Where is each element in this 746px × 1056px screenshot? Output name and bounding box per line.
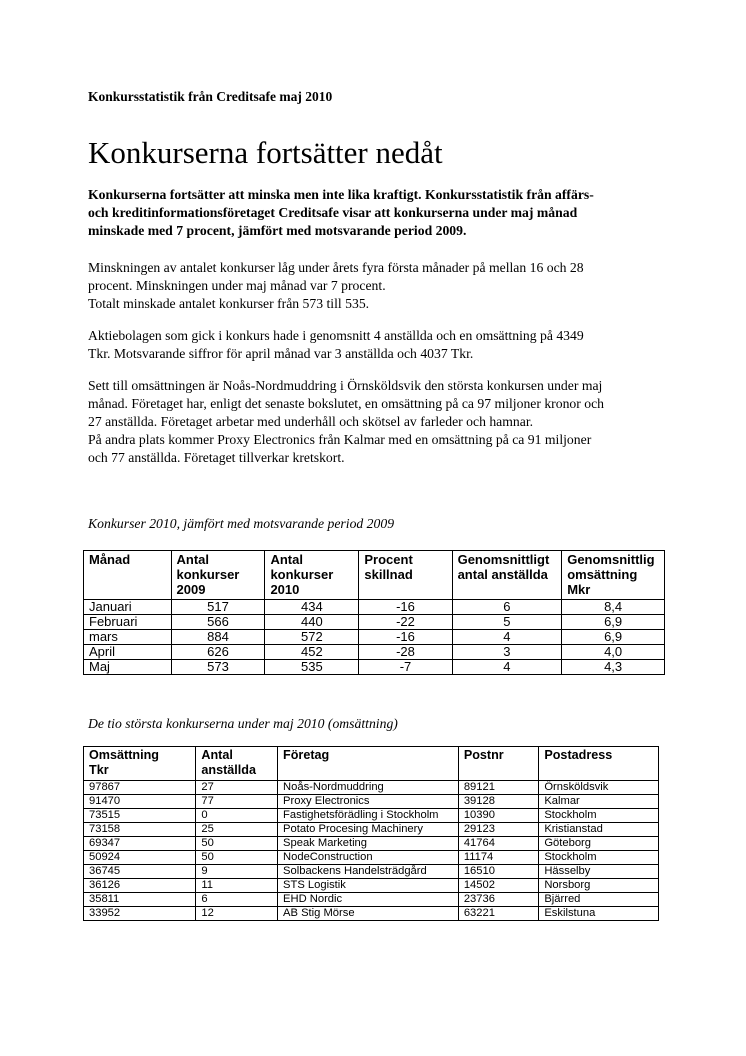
column-header-line: anställda — [201, 763, 256, 777]
table-cell: 50924 — [84, 851, 196, 865]
table-cell: Proxy Electronics — [278, 795, 459, 809]
table-cell: Hässelby — [539, 865, 659, 879]
table-row — [84, 645, 665, 660]
table-cell: 573 — [171, 660, 265, 675]
lead-line: Konkurserna fortsätter att minska men inte lika kraftigt. Konkursstatistik från affärs- — [88, 187, 594, 202]
column-header-line: Procent — [364, 552, 413, 567]
table-cell: 50 — [196, 851, 278, 865]
table-cell: 434 — [265, 600, 359, 615]
table-row — [84, 851, 659, 865]
table-cell: Februari — [84, 615, 172, 630]
lead-line: och kreditinformationsföretaget Creditsafe visar att konkurserna under maj månad — [88, 205, 578, 220]
table-cell: 6 — [196, 893, 278, 907]
table-cell: 6 — [452, 600, 562, 615]
column-header-line: Postnr — [463, 748, 504, 762]
table-cell: 73515 — [84, 809, 196, 823]
column-header-line: Omsättning — [89, 748, 159, 762]
table-cell: 36126 — [84, 879, 196, 893]
column-header-line: skillnad — [364, 567, 413, 582]
table-cell: -16 — [359, 600, 452, 615]
column-header — [196, 747, 278, 781]
table-row — [84, 879, 659, 893]
table-header-row — [84, 747, 659, 781]
page-title: Konkurserna fortsätter nedåt — [88, 135, 443, 170]
table-cell: Kalmar — [539, 795, 659, 809]
table-cell: 33952 — [84, 907, 196, 921]
column-header-line: 2010 — [270, 582, 300, 597]
table-header-row — [84, 551, 665, 600]
table-cell: 6,9 — [562, 630, 665, 645]
column-header-line: konkurser — [176, 567, 240, 582]
paragraph-line: månad. Företaget har, enligt det senaste bokslutet, en omsättning på ca 97 miljoner kronor och — [88, 396, 605, 411]
column-header-line: Tkr — [89, 763, 109, 777]
bankruptcy-monthly-table — [83, 550, 665, 675]
table-cell: Stockholm — [539, 809, 659, 823]
table-cell: 626 — [171, 645, 265, 660]
table-cell: Kristianstad — [539, 823, 659, 837]
table-cell: 0 — [196, 809, 278, 823]
table-cell: Bjärred — [539, 893, 659, 907]
table-cell: 8,4 — [562, 600, 665, 615]
table-cell: 16510 — [458, 865, 539, 879]
column-header — [278, 747, 459, 781]
table-cell: Fastighetsförädling i Stockholm — [278, 809, 459, 823]
table-cell: 440 — [265, 615, 359, 630]
table-cell: 14502 — [458, 879, 539, 893]
table-row — [84, 907, 659, 921]
table-cell: Örnsköldsvik — [539, 781, 659, 795]
table-cell: 10390 — [458, 809, 539, 823]
column-header-line: Månad — [89, 552, 131, 567]
column-header-line: antal anställda — [457, 567, 548, 582]
paragraph-line: Sett till omsättningen är Noås-Nordmuddring i Örnsköldsvik den största konkursen under maj — [88, 378, 603, 393]
table-cell: Solbackens Handelsträdgård — [278, 865, 459, 879]
table-cell: 23736 — [458, 893, 539, 907]
table-cell: 89121 — [458, 781, 539, 795]
table-cell: NodeConstruction — [278, 851, 459, 865]
table-cell: 535 — [265, 660, 359, 675]
column-header — [171, 551, 265, 600]
table-row — [84, 893, 659, 907]
table-cell: 566 — [171, 615, 265, 630]
table-row — [84, 795, 659, 809]
table-cell: Noås-Nordmuddring — [278, 781, 459, 795]
table-cell: 517 — [171, 600, 265, 615]
table-cell: STS Logistik — [278, 879, 459, 893]
column-header-line: Företag — [283, 748, 330, 762]
table-cell: 27 — [196, 781, 278, 795]
column-header-line: Postadress — [544, 748, 613, 762]
top-bankruptcies-table — [83, 746, 659, 921]
table-cell: Potato Procesing Machinery — [278, 823, 459, 837]
column-header-line: Genomsnittligt — [457, 552, 550, 567]
table-cell: mars — [84, 630, 172, 645]
table-row — [84, 630, 665, 645]
table-cell: 36745 — [84, 865, 196, 879]
table-cell: 11174 — [458, 851, 539, 865]
paragraph-line: Minskningen av antalet konkurser låg under årets fyra första månader på mellan 16 och 28 — [88, 260, 584, 275]
table-cell: -16 — [359, 630, 452, 645]
table-cell: 452 — [265, 645, 359, 660]
column-header — [265, 551, 359, 600]
table-cell: -22 — [359, 615, 452, 630]
column-header — [84, 551, 172, 600]
paragraph-line: Totalt minskade antalet konkurser från 573 till 535. — [88, 296, 370, 311]
column-header — [452, 551, 562, 600]
table-row — [84, 660, 665, 675]
paragraph-line: procent. Minskningen under maj månad var 7 procent. — [88, 278, 386, 293]
table-row — [84, 837, 659, 851]
table-cell: 35811 — [84, 893, 196, 907]
table-cell: Stockholm — [539, 851, 659, 865]
column-header-line: Antal — [270, 552, 303, 567]
table-cell: April — [84, 645, 172, 660]
table-cell: Maj — [84, 660, 172, 675]
column-header-line: konkurser — [270, 567, 334, 582]
table-cell: 25 — [196, 823, 278, 837]
table-cell: 6,9 — [562, 615, 665, 630]
column-header-line: 2009 — [176, 582, 206, 597]
kicker: Konkursstatistik från Creditsafe maj 2010 — [88, 89, 333, 104]
table-row — [84, 865, 659, 879]
paragraph-line: och 77 anställda. Företaget tillverkar kretskort. — [88, 450, 345, 465]
table-cell: 4 — [452, 630, 562, 645]
table-cell: 4 — [452, 660, 562, 675]
table-row — [84, 615, 665, 630]
table-cell: 39128 — [458, 795, 539, 809]
column-header — [562, 551, 665, 600]
table-row — [84, 600, 665, 615]
body-paragraph-1 — [88, 259, 678, 313]
table-cell: 77 — [196, 795, 278, 809]
table-cell: 5 — [452, 615, 562, 630]
table-cell: 4,0 — [562, 645, 665, 660]
lead-line: minskade med 7 procent, jämfört med motsvarande period 2009. — [88, 223, 467, 238]
column-header — [84, 747, 196, 781]
table-cell: -7 — [359, 660, 452, 675]
table-cell: 41764 — [458, 837, 539, 851]
table-cell: Januari — [84, 600, 172, 615]
table-cell: 29123 — [458, 823, 539, 837]
table-cell: Eskilstuna — [539, 907, 659, 921]
table-cell: EHD Nordic — [278, 893, 459, 907]
column-header-line: Genomsnittlig — [567, 552, 655, 567]
table-row — [84, 823, 659, 837]
table-cell: 9 — [196, 865, 278, 879]
table-cell: Göteborg — [539, 837, 659, 851]
table-cell: 12 — [196, 907, 278, 921]
table1-caption: Konkurser 2010, jämfört med motsvarande period 2009 — [88, 516, 395, 531]
table-cell: Speak Marketing — [278, 837, 459, 851]
body-paragraph-3 — [88, 377, 678, 467]
column-header-line: Mkr — [567, 582, 591, 597]
table2-caption: De tio största konkurserna under maj 2010 (omsättning) — [88, 716, 398, 731]
table-cell: 50 — [196, 837, 278, 851]
table-cell: 97867 — [84, 781, 196, 795]
table-cell: AB Stig Mörse — [278, 907, 459, 921]
table-cell: 572 — [265, 630, 359, 645]
table-cell: 4,3 — [562, 660, 665, 675]
table-cell: 73158 — [84, 823, 196, 837]
table-cell: 884 — [171, 630, 265, 645]
table-cell: 3 — [452, 645, 562, 660]
table-row — [84, 809, 659, 823]
table-cell: 91470 — [84, 795, 196, 809]
column-header — [359, 551, 452, 600]
column-header — [539, 747, 659, 781]
column-header — [458, 747, 539, 781]
table-cell: 11 — [196, 879, 278, 893]
table-row — [84, 781, 659, 795]
column-header-line: Antal — [176, 552, 209, 567]
table-cell: Norsborg — [539, 879, 659, 893]
paragraph-line: På andra plats kommer Proxy Electronics från Kalmar med en omsättning på ca 91 miljoner — [88, 432, 592, 447]
column-header-line: omsättning — [567, 567, 638, 582]
table-cell: -28 — [359, 645, 452, 660]
paragraph-line: Tkr. Motsvarande siffror för april månad var 3 anställda och 4037 Tkr. — [88, 346, 474, 361]
paragraph-line: 27 anställda. Företaget arbetar med underhåll och skötsel av farleder och hamnar. — [88, 414, 534, 429]
body-paragraph-2 — [88, 327, 678, 363]
table-cell: 69347 — [84, 837, 196, 851]
column-header-line: Antal — [201, 748, 233, 762]
paragraph-line: Aktiebolagen som gick i konkurs hade i genomsnitt 4 anställda och en omsättning på 4349 — [88, 328, 584, 343]
table-cell: 63221 — [458, 907, 539, 921]
lead-paragraph — [88, 186, 678, 240]
